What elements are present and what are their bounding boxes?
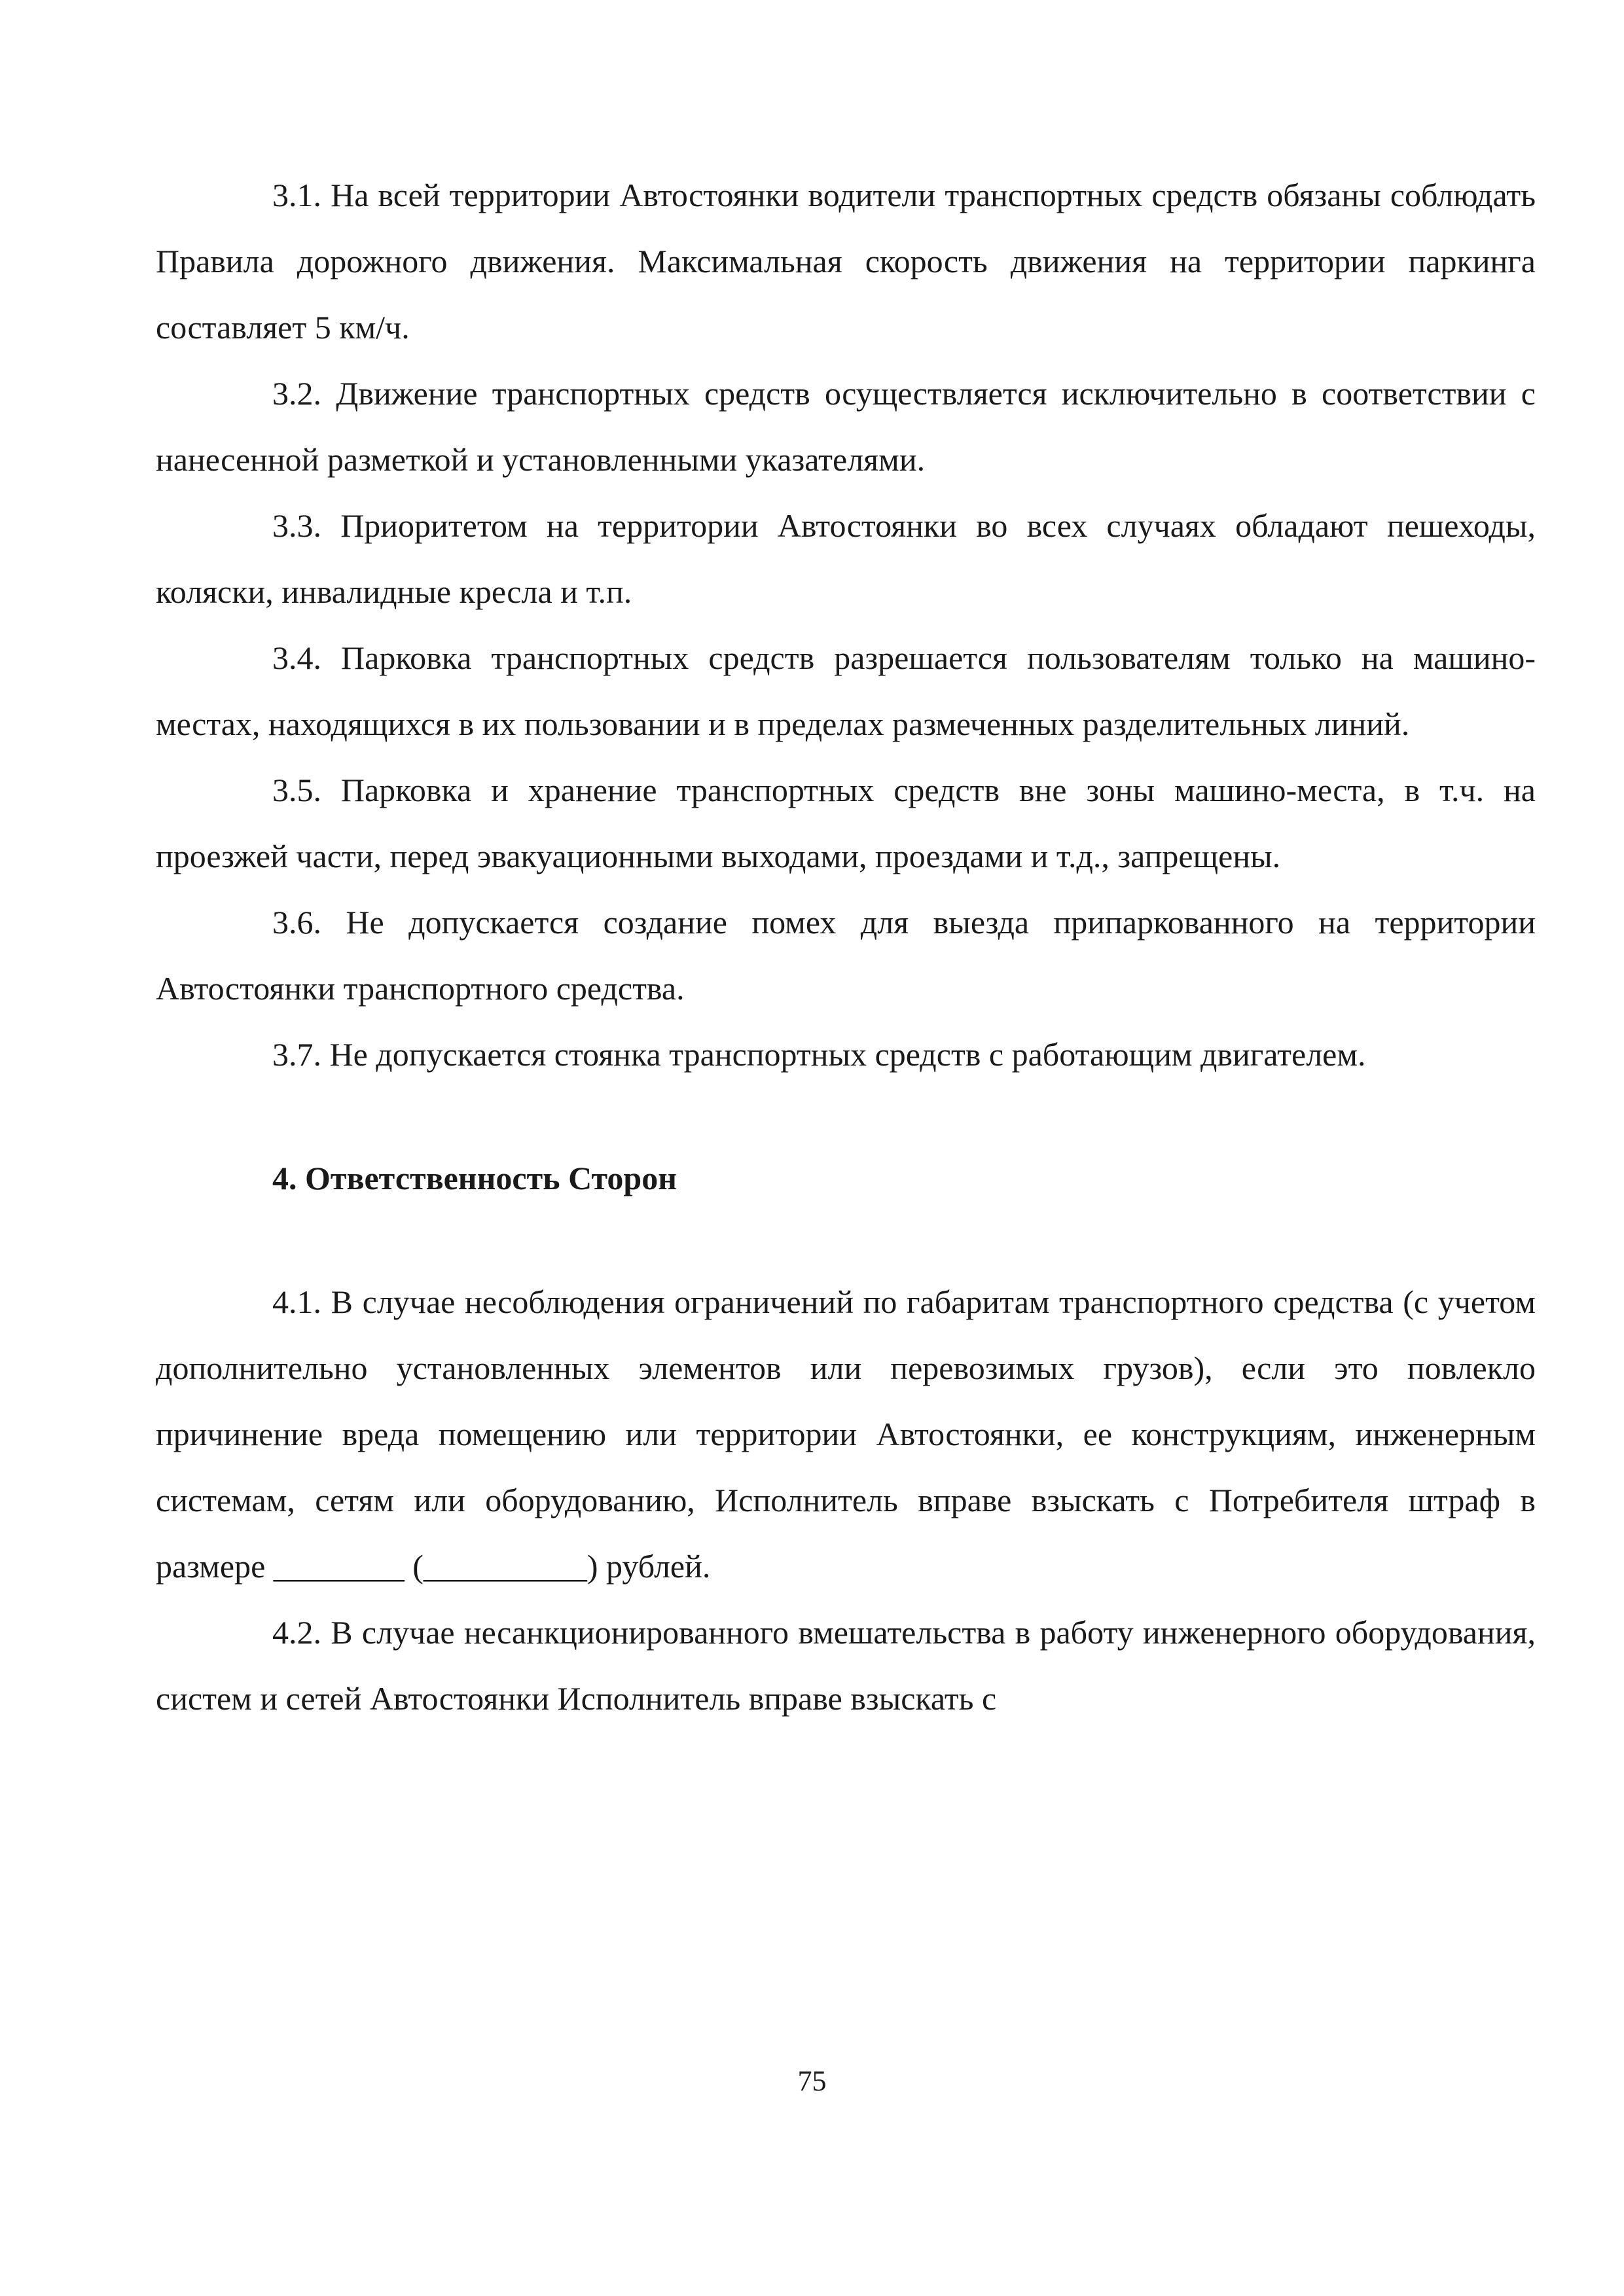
paragraph-3-4: 3.4. Парковка транспортных средств разрешается пользователям только на машино-местах, находящихся в их пользовании и в пределах размеченных разделительных линий. xyxy=(156,639,1536,742)
paragraph-3-2: 3.2. Движение транспортных средств осуществляется исключительно в соответствии с нанесенной разметкой и установленными указателями. xyxy=(156,375,1536,478)
paragraph-3-7: 3.7. Не допускается стоянка транспортных средств с работающим двигателем. xyxy=(272,1036,1366,1073)
paragraph-4-1: 4.1. В случае несоблюдения ограничений по габаритам транспортного средства (с учетом дополнительно установленных элементов или перевозимых грузов), если это повлекло причинение вреда помещению или территории Автостоянки, ее конструкциям, инженерным системам, сетям или оборудованию, Исполнитель вправе взыскать с Потребителя штраф в размере ________ (__________) рублей. xyxy=(156,1283,1536,1585)
page-number: 75 xyxy=(797,2065,827,2097)
paragraph-3-5: 3.5. Парковка и хранение транспортных средств вне зоны машино-места, в т.ч. на проезжей части, перед эвакуационными выходами, проездами и т.д., запрещены. xyxy=(156,772,1536,874)
paragraph-3-3: 3.3. Приоритетом на территории Автостоянки во всех случаях обладают пешеходы, коляски, инвалидные кресла и т.п. xyxy=(156,507,1536,610)
page-body xyxy=(156,162,1536,1732)
section-4-heading: 4. Ответственность Сторон xyxy=(272,1160,677,1196)
section-spacer xyxy=(156,1211,1536,1269)
section-spacer xyxy=(156,1088,1536,1145)
paragraph-4-2: 4.2. В случае несанкционированного вмешательства в работу инженерного оборудования, систем и сетей Автостоянки Исполнитель вправе взыскать с xyxy=(156,1614,1536,1717)
paragraph-3-6: 3.6. Не допускается создание помех для выезда припаркованного на территории Автостоянки транспортного средства. xyxy=(156,904,1536,1007)
paragraph-3-1: 3.1. На всей территории Автостоянки водители транспортных средств обязаны соблюдать Правила дорожного движения. Максимальная скорость движения на территории паркинга составляет 5 км/ч. xyxy=(156,177,1536,346)
